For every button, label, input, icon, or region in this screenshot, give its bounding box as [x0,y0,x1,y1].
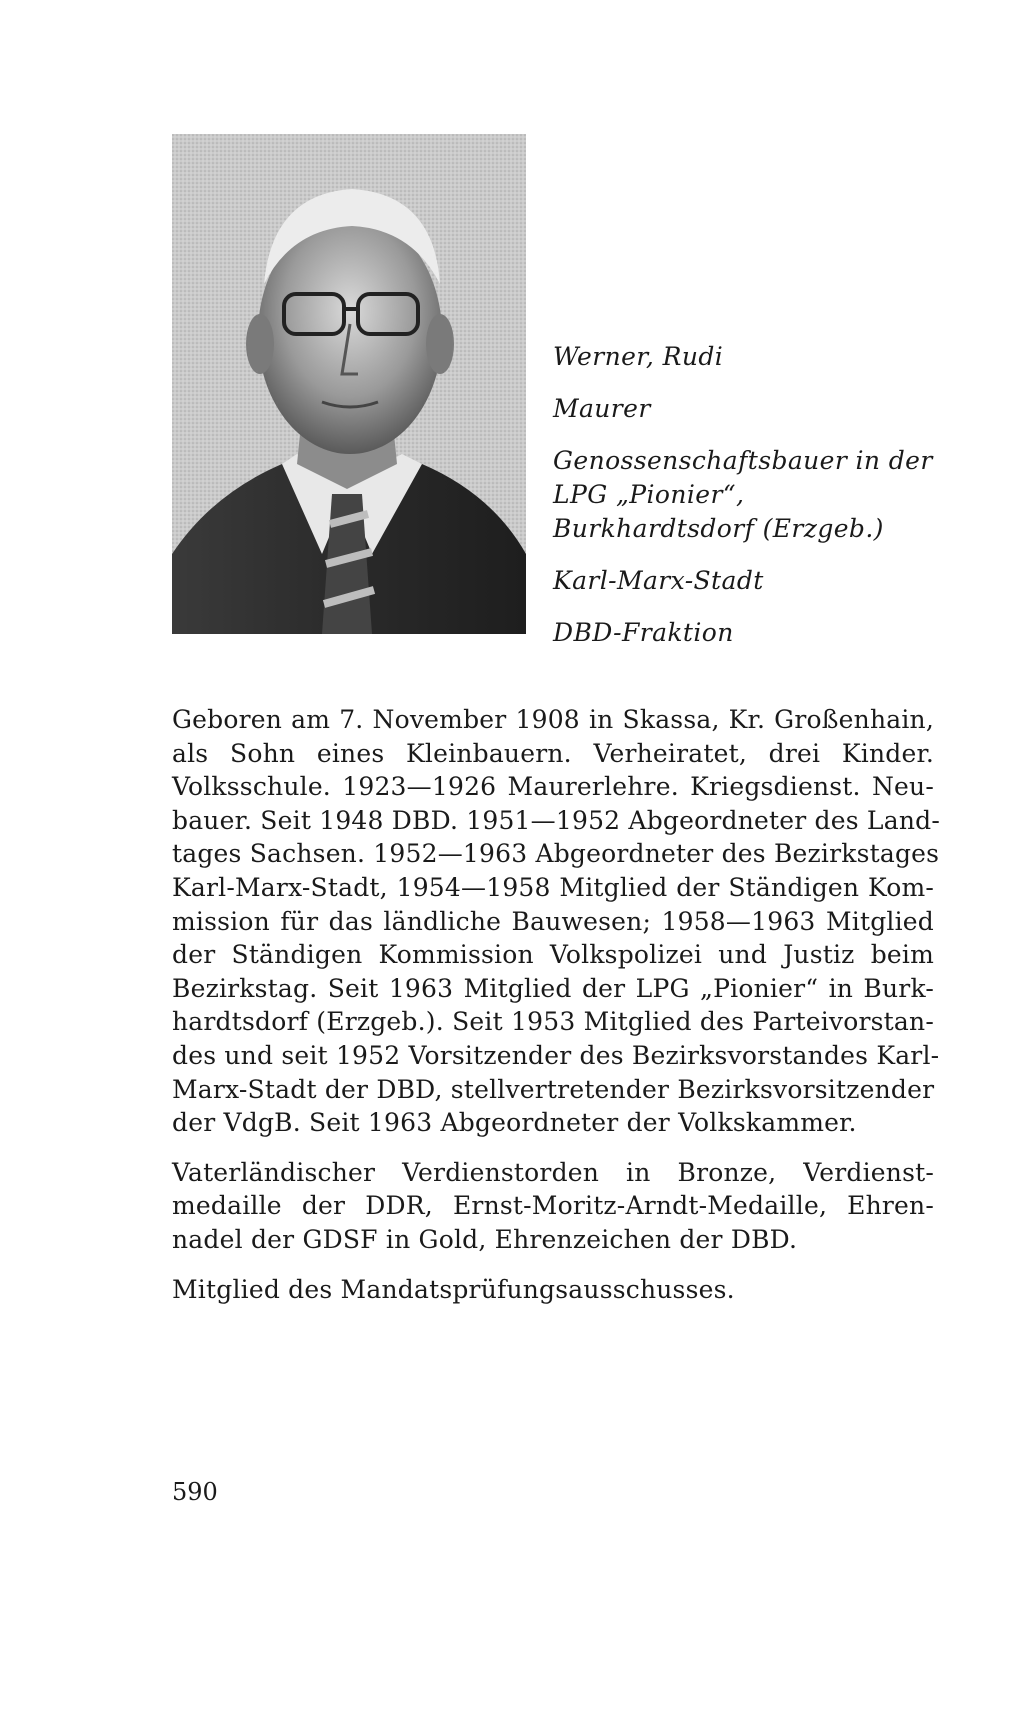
portrait-photo [172,134,526,634]
text-line: Karl-Marx-Stadt, 1954—1958 Mitglied der Ständigen Kom- [172,872,934,902]
person-district: Karl-Marx-Stadt [553,566,764,595]
person-faction: DBD-Fraktion [553,618,734,647]
text-line: Volksschule. 1923—1926 Maurerlehre. Kriegsdienst. Neu- [172,772,934,802]
text-line: Geboren am 7. November 1908 in Skassa, Kr. Großenhain, [172,705,934,734]
portrait-photo-icon [172,134,526,634]
text-line: der VdgB. Seit 1963 Abgeordneter der Volkskammer. [172,1108,857,1138]
person-profession: Maurer [553,394,651,423]
person-name: Werner, Rudi [553,342,724,371]
biography-paragraph-2 [172,1156,934,1257]
text-line: medaille der DDR, Ernst-Moritz-Arndt-Medaille, Ehren- [172,1191,934,1221]
text-line: bauer. Seit 1948 DBD. 1951—1952 Abgeordneter des Land- [172,805,940,835]
text-line: Vaterländischer Verdienstorden in Bronze, Verdienst- [172,1157,934,1187]
page-number: 590 [172,1478,218,1506]
text-line: tages Sachsen. 1952—1963 Abgeordneter des Bezirkstages [172,839,940,869]
person-occupation-line-1: Genossenschaftsbauer in der [553,446,933,475]
text-line: des und seit 1952 Vorsitzender des Bezirksvorstandes Karl- [172,1040,940,1070]
text-line: Marx-Stadt der DBD, stellvertretender Bezirksvorsitzender [172,1074,935,1104]
text-line: Bezirkstag. Seit 1963 Mitglied der LPG „Pionier“ in Burk- [172,973,934,1003]
person-occupation-line-2: LPG „Pionier“, [553,480,745,509]
text-line: Mitglied des Mandatsprüfungsausschusses. [172,1274,735,1304]
person-occupation-line-3: Burkhardtsdorf (Erzgeb.) [553,514,884,543]
text-line: hardtsdorf (Erzgeb.). Seit 1953 Mitglied des Parteivorstan- [172,1007,934,1037]
text-line: mission für das ländliche Bauwesen; 1958—1963 Mitglied [172,906,934,936]
text-line: der Ständigen Kommission Volkspolizei und Justiz beim [172,940,934,970]
caption-block [553,340,993,650]
biography-paragraph-1 [172,703,940,1140]
text-line: nadel der GDSF in Gold, Ehrenzeichen der DBD. [172,1224,798,1254]
biography-paragraph-3 [172,1273,934,1307]
biography-text [172,703,940,1306]
text-line: als Sohn eines Kleinbauern. Verheiratet, drei Kinder. [172,738,934,768]
